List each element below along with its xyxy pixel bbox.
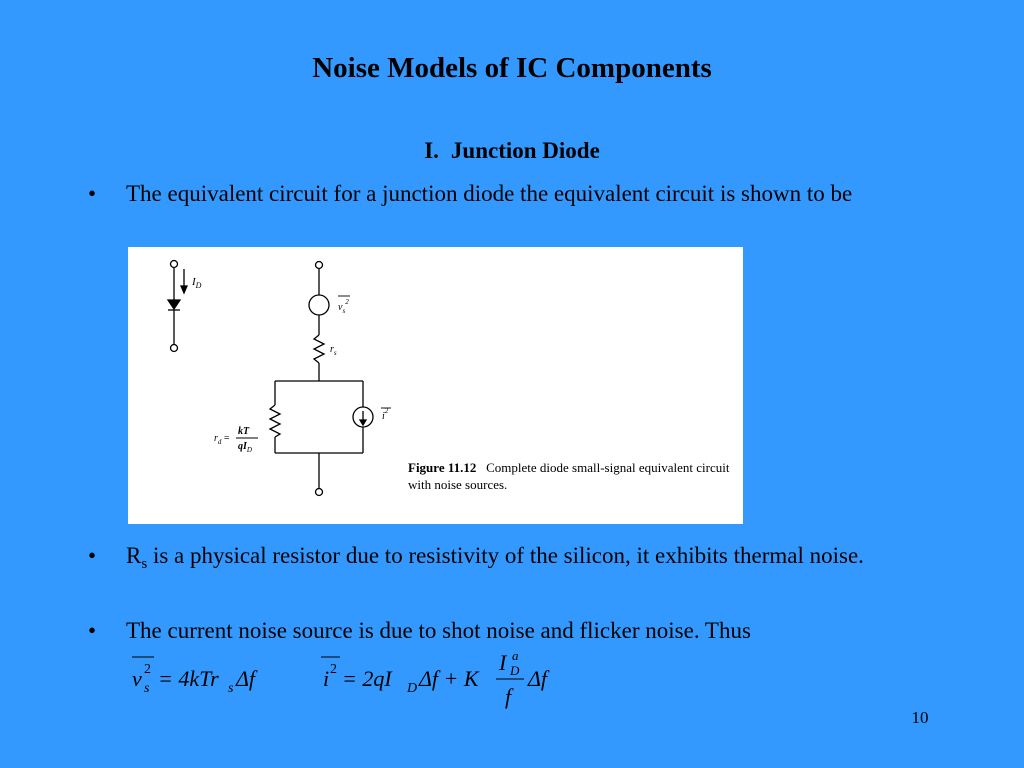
eq2-rhs-b: Δf + K — [419, 666, 479, 691]
current-source-exponent: 2 — [384, 407, 389, 415]
circuit-figure — [128, 247, 743, 524]
voltage-source-label: v — [338, 302, 343, 313]
eq2-lhs-var: i — [323, 666, 330, 691]
slide-title: Noise Models of IC Components — [312, 52, 712, 84]
bullet-text-rest: is a physical resistor due to resistivity of the silicon, it exhibits thermal noise. — [147, 543, 864, 568]
small-signal-model — [270, 262, 391, 496]
bullet-marker: • — [88, 543, 97, 568]
figure-caption — [408, 459, 738, 493]
rs-symbol: R — [126, 543, 142, 568]
svg-text:rd =: $r_d$ = — [214, 433, 230, 446]
bullet-item — [88, 614, 908, 647]
svg-text:vs2 — [338, 298, 349, 315]
bullet-text: The current noise source is due to shot noise and flicker noise. Thus — [126, 618, 751, 643]
section-heading — [0, 138, 1024, 164]
rd-label: r — [214, 433, 218, 444]
eq1-rhs-subscript: s — [228, 681, 234, 696]
rd-numerator: kT — [238, 426, 250, 437]
eq2-rhs-a-subscript: D — [407, 681, 418, 696]
eq1-rhs-tail: Δf — [236, 666, 256, 691]
diode-current-subscript: D — [195, 281, 202, 290]
voltage-noise-equation — [132, 657, 258, 696]
svg-text:i2 — [382, 407, 389, 422]
rd-formula — [214, 426, 258, 454]
bullet-item — [88, 539, 908, 581]
diode-symbol — [168, 261, 202, 352]
noise-voltage-source — [309, 295, 329, 315]
eq2-lhs-exponent: 2 — [330, 662, 337, 677]
current-noise-equation — [321, 648, 550, 709]
eq2-rhs-a: = 2qI — [342, 666, 392, 691]
eq2-tail: Δf — [528, 666, 548, 691]
series-resistor-label: r — [330, 344, 334, 355]
page-number: 10 — [911, 708, 929, 727]
eq2-frac-numerator-sup: a — [512, 648, 519, 663]
current-source-label: i — [382, 411, 385, 422]
bullet-marker: • — [88, 618, 97, 643]
rd-denominator: qI — [238, 441, 247, 452]
eq2-frac-denominator: f — [505, 684, 512, 709]
bullet-marker: • — [88, 181, 97, 206]
rd-denominator-subscript: D — [246, 446, 252, 454]
eq2-frac-numerator: I — [499, 650, 507, 675]
bullet-text: The equivalent circuit for a junction diode the equivalent circuit is shown to be — [126, 181, 853, 206]
voltage-source-subscript: s — [342, 307, 346, 315]
diode-resistance — [270, 405, 280, 437]
bullet-item — [88, 177, 908, 210]
section-heading-text: Junction Diode — [450, 138, 600, 163]
figure-caption-text: Complete diode small-signal equivalent circuit with noise sources. — [408, 460, 730, 492]
series-resistor-subscript: s — [333, 349, 337, 357]
eq1-lhs-var: v — [132, 666, 142, 691]
svg-text:rs — [330, 344, 337, 357]
bullet-text — [126, 539, 908, 581]
eq1-rhs: = 4kTr — [158, 666, 219, 691]
section-number: I. — [424, 138, 439, 163]
svg-text:ID — [191, 276, 202, 290]
figure-caption-label: Figure 11.12 — [408, 460, 477, 475]
series-resistor — [314, 335, 324, 363]
rd-subscript: d — [217, 438, 222, 446]
eq1-lhs-exponent: 2 — [144, 662, 151, 677]
eq1-lhs-subscript: s — [144, 681, 150, 696]
svg-text:qID — [238, 441, 252, 454]
rs-subscript: s — [141, 556, 148, 572]
voltage-source-exponent: 2 — [345, 298, 349, 306]
equations-svg — [128, 646, 588, 718]
noise-equations — [128, 646, 588, 718]
eq2-frac-numerator-sub: D — [510, 663, 520, 678]
diode-current-label: I — [192, 276, 196, 288]
